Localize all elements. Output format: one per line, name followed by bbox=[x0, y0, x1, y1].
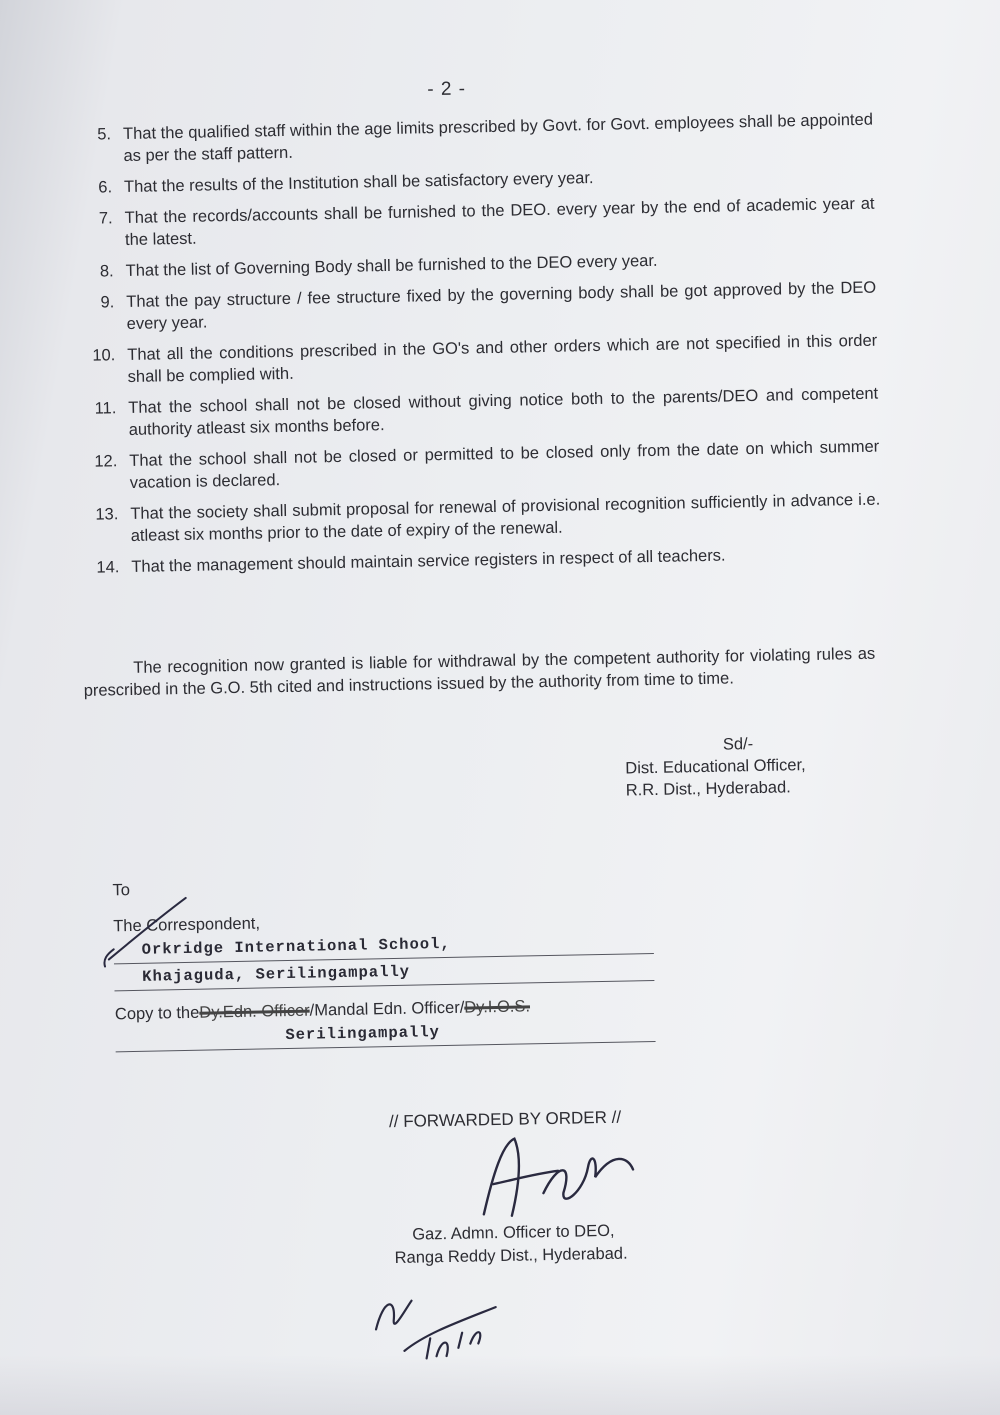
recognition-note: The recognition now granted is liable for withdrawal by the competent authority for violating rules as prescribed in the G.O. 5th cited and instructions issued by the authority from time to time. bbox=[83, 644, 876, 700]
school-address-line: Khajaguda, Serilingampally bbox=[114, 954, 654, 991]
item-number: 7. bbox=[98, 209, 113, 228]
copy-middle: /Mandal Edn. Officer/ bbox=[309, 998, 465, 1020]
signature-mark bbox=[462, 1131, 664, 1225]
item-number: 9. bbox=[100, 293, 115, 312]
initials-mark bbox=[365, 1277, 517, 1370]
list-item bbox=[75, 246, 875, 283]
item-number: 10. bbox=[92, 346, 116, 365]
forwarded-by-order: // FORWARDED BY ORDER // bbox=[388, 1107, 622, 1132]
to-label: To bbox=[112, 881, 131, 900]
page-number: - 2 - bbox=[427, 78, 467, 101]
list-item bbox=[74, 193, 875, 252]
item-number: 8. bbox=[99, 262, 114, 281]
item-text: That the results of the Institution shall be satisfactory every year. bbox=[123, 169, 594, 197]
officer-designation: Gaz. Admn. Officer to DEO, bbox=[412, 1221, 615, 1244]
item-text: That the society shall submit proposal for renewal of provisional recognition sufficiently in advance i.e. atleast six months prior to the date of expiry of the renewal. bbox=[130, 490, 881, 545]
list-item bbox=[80, 489, 881, 548]
officer-place: Ranga Reddy Dist., Hyderabad. bbox=[394, 1244, 628, 1268]
list-item bbox=[78, 383, 879, 442]
list-item bbox=[79, 436, 880, 495]
item-text: That the management should maintain service registers in respect of all teachers. bbox=[131, 546, 726, 576]
struck-out-text: Dy.Edn. Officer bbox=[199, 1001, 310, 1022]
correspondent-label: The Correspondent, bbox=[113, 914, 261, 936]
item-number: 14. bbox=[96, 558, 120, 577]
copy-place-line: Serilingampally bbox=[115, 1015, 655, 1052]
item-text: That the pay structure / fee structure fixed by the governing body shall be got approved by the DEO every year. bbox=[126, 278, 877, 333]
item-text: That the list of Governing Body shall be furnished to the DEO every year. bbox=[125, 251, 658, 281]
school-name-line: Orkridge International School, bbox=[113, 927, 653, 964]
sd-mark: Sd/- bbox=[722, 735, 754, 754]
item-text: That all the conditions prescribed in the GO's and other orders which are not specified in this order shall be complied with. bbox=[127, 331, 878, 386]
deo-place: R.R. Dist., Hyderabad. bbox=[625, 778, 791, 800]
item-text: That the school shall not be closed without giving notice both to the parents/DEO and competent authority atleast six months before. bbox=[128, 384, 879, 439]
list-item bbox=[74, 162, 874, 199]
item-number: 5. bbox=[97, 125, 112, 144]
item-text: That the school shall not be closed or permitted to be closed only from the date on which summer vacation is declared. bbox=[129, 437, 880, 492]
copy-prefix: Copy to the bbox=[114, 1003, 200, 1024]
forwarding-officer-block bbox=[394, 1220, 628, 1270]
item-text: That the qualified staff within the age limits prescribed by Govt. for Govt. employees shall be appointed as per the staff pattern. bbox=[122, 110, 874, 166]
list-item bbox=[73, 109, 874, 168]
deo-designation: Dist. Educational Officer, bbox=[625, 756, 806, 778]
deo-signature-block bbox=[625, 732, 807, 801]
letter-sheet bbox=[72, 64, 882, 1268]
item-number: 13. bbox=[95, 505, 119, 524]
address-block bbox=[112, 869, 655, 1052]
conditions-list bbox=[73, 109, 882, 588]
item-number: 12. bbox=[94, 452, 118, 471]
list-item bbox=[81, 542, 881, 579]
item-number: 6. bbox=[98, 178, 113, 197]
item-number: 11. bbox=[94, 399, 117, 418]
struck-out-text-2: Dy.I.O.S. bbox=[464, 997, 531, 1017]
list-item bbox=[77, 330, 878, 389]
list-item bbox=[76, 277, 877, 336]
item-text: That the records/accounts shall be furnished to the DEO. every year by the end of academic year at the latest. bbox=[124, 194, 875, 250]
